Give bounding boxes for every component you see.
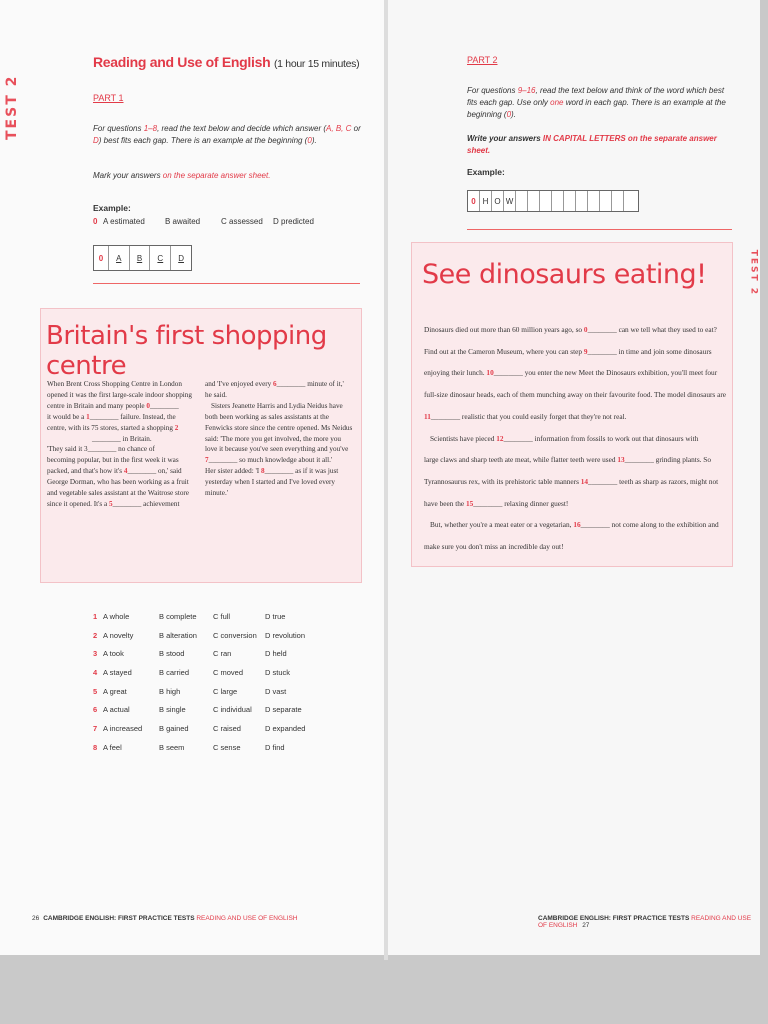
text-title: Britain's first shopping centre xyxy=(46,321,327,381)
section-title xyxy=(93,54,359,70)
option-row: 1 A whole B complete C full D true xyxy=(93,612,286,621)
write-answers-note: Write your answers IN CAPITAL LETTERS on the separate answer sheet. xyxy=(467,134,717,155)
part2-instructions: For questions 9–16, read the text below and think of the word which best fits each gap. Use only one word in each gap. There is an example at the beginning (0). xyxy=(467,86,726,119)
text-column-1: When Brent Cross Shopping Centre in London opened it was the first large-scale indoor shopping centre in Britain and many people 0________ it would be a 1________ failure. Instead, the centre, with its 75 stores, started a shopping 2 ________ in Britain. 'They said it 3________ no chance of becoming popular, but in the first week it was packed, and that's how it's 4________ on,' said George Dorman, who has been working as a fruit and vegetable sales assistant at the Waitrose store since it opened. It's a 5________ achievement xyxy=(47,380,192,508)
option-row: 7 A increased B gained C raised D expanded xyxy=(93,724,306,734)
example-word-grid: 0 H O W xyxy=(467,190,639,212)
left-page xyxy=(0,0,384,955)
right-page xyxy=(388,0,760,955)
option-row: 6 A actual B single C individual D separate xyxy=(93,705,302,715)
text-card-shopping xyxy=(40,308,362,583)
section-time: (1 hour 15 minutes) xyxy=(273,58,360,70)
option-row: 3 A took B stood C ran D held xyxy=(93,649,287,659)
example-options: 0 A estimated B awaited C assessed D predicted xyxy=(93,217,314,226)
divider xyxy=(93,283,360,284)
example-answer-grid: 0 A B C D xyxy=(93,245,192,271)
part2-label: PART 2 xyxy=(467,55,498,65)
section-title-text: Reading and Use of English xyxy=(93,54,271,70)
option-row: 8 A feel B seem C sense D find xyxy=(93,742,285,752)
answer-options xyxy=(93,612,325,762)
divider-right xyxy=(467,229,732,230)
example-label: Example: xyxy=(93,203,131,213)
mark-answers-note: Mark your answers on the separate answer sheet. xyxy=(93,171,271,180)
text-title-right: See dinosaurs eating! xyxy=(422,259,707,290)
test-tab-right: TEST 2 xyxy=(748,249,758,296)
test-tab-left: TEST 2 xyxy=(4,74,20,140)
example-label-right: Example: xyxy=(467,167,505,177)
option-row: 2 A novelty B alteration C conversion D revolution xyxy=(93,630,306,640)
text-column-2: and 'I've enjoyed every 6________ minute of it,' he said. Sisters Jeanette Harris and Lydia Neidus have both been working as sales assistants at the Fenwicks store since the centre opened. Ms Neidus said: 'The more you get involved, the more you love it because you've seen everything and you've 7________ so much knowledge about it all.' Her sister added: 'I 8________ as if it was just yesterday when I started and I've loved every minute.' xyxy=(205,380,353,498)
footer-left: 26 CAMBRIDGE ENGLISH: FIRST PRACTICE TESTS READING AND USE OF ENGLISH xyxy=(32,915,298,922)
option-row: 5 A great B high C large D vast xyxy=(93,686,287,696)
dinosaur-text: Dinosaurs died out more than 60 million years ago, so 0________ can we tell what they used to eat? Find out at the Cameron Museum, where you can step 9________ in time and join some dinosaurs enjoying their lunch. 10________ you enter the new Meet the Dinosaurs exhibition, you'll meet four full-size dinosaur heads, each of them munching away on their favourite food. The model dinosaurs are 11________ realistic that you could easily forget that they're not real. Scientists have pieced 12________ information from fossils to work out that dinosaurs with large claws and sharp teeth ate meat, while flatter teeth were used 13________ grinding plants. So Tyrannosaurus rex, with its prehistoric table manners 14________ teeth as sharp as razors, might not have been the 15________ relaxing dinner guest! But, whether you're a meat eater or a vegetarian, 16________ not come along to the exhibition and make sure you don't miss an incredible day out! xyxy=(424,325,726,552)
part1-instructions: For questions 1–8, read the text below and decide which answer (A, B, C or D) best fits each gap. There is an example at the beginning (0). xyxy=(93,124,361,145)
text-card-dinosaurs xyxy=(411,242,733,567)
option-row: 4 A stayed B carried C moved D stuck xyxy=(93,668,291,678)
part1-label: PART 1 xyxy=(93,93,124,103)
footer-right: CAMBRIDGE ENGLISH: FIRST PRACTICE TESTS READING AND USE OF ENGLISH 27 xyxy=(538,915,752,929)
